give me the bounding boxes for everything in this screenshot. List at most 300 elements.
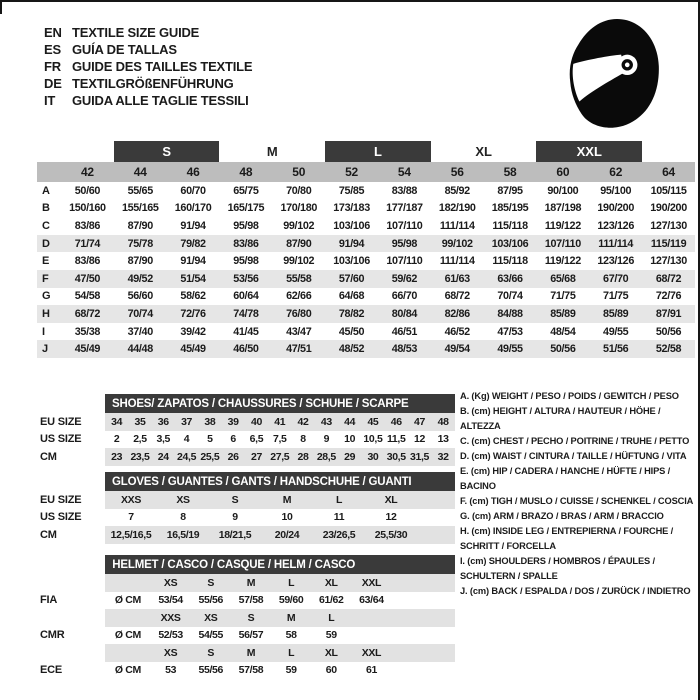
- size-value-cell: 87/90: [127, 219, 153, 232]
- size-column-header: S: [231, 609, 271, 627]
- empty-cell: [37, 609, 105, 627]
- size-value-cell: 52/53: [158, 629, 183, 642]
- size-group-header: M: [219, 141, 325, 162]
- size-value-cell: 39: [222, 413, 245, 431]
- legend-item: C. (cm) CHEST / PECHO / POITRINE / TRUHE / PETTO: [460, 436, 690, 446]
- row-label: CM: [37, 526, 105, 544]
- size-value-cell: 45/49: [61, 340, 114, 358]
- size-value-cell: 46/51: [391, 325, 418, 338]
- top-border-line: [0, 0, 700, 2]
- size-value-cell: 70/80: [286, 184, 312, 197]
- size-value-cell: 61/63: [431, 270, 484, 288]
- helmet-size-row: [37, 644, 455, 662]
- shoes-table-row: [37, 431, 455, 449]
- size-value-cell: 50/56: [655, 325, 682, 338]
- legend-item: B. (cm) HEIGHT / ALTURA / HAUTEUR / HÖHE / ALTEZZA: [460, 406, 661, 431]
- size-value-cell: 54/55: [198, 629, 224, 642]
- size-value-cell: 49/52: [114, 270, 167, 288]
- size-value-cell: 28: [291, 448, 314, 466]
- size-value-cell: 68/72: [642, 270, 695, 288]
- size-value-cell: [351, 627, 391, 645]
- measurement-row: [37, 235, 695, 253]
- row-label: US SIZE: [37, 509, 105, 527]
- size-value-cell: 2,5: [133, 433, 147, 446]
- size-value-cell: 44: [338, 413, 361, 431]
- size-value-cell: 5: [207, 433, 213, 446]
- size-value-cell: 12: [385, 511, 397, 524]
- size-column-header: [351, 609, 391, 627]
- size-group-header: S: [114, 141, 220, 162]
- size-value-cell: 37/40: [127, 325, 153, 338]
- size-value-cell: 55/58: [272, 270, 325, 288]
- size-value-cell: 25,5: [198, 448, 221, 466]
- legend-item: D. (cm) WAIST / CINTURA / TAILLE / HÜFTUNG / VITA: [460, 451, 687, 461]
- size-value-cell: 34: [105, 413, 128, 431]
- language-row: [44, 58, 252, 75]
- size-value-cell: 160/170: [174, 202, 212, 215]
- racing-helmet-icon: [562, 16, 664, 135]
- size-value-cell: 49/55: [484, 340, 537, 358]
- size-value-cell: M: [261, 491, 313, 509]
- size-column-header: 58: [484, 162, 537, 182]
- size-column-header: 62: [589, 162, 642, 182]
- size-value-cell: 83/86: [219, 235, 272, 253]
- size-value-cell: 49/55: [603, 325, 629, 338]
- size-value-cell: 63/66: [484, 270, 537, 288]
- corner-cell: [37, 141, 61, 162]
- size-value-cell: 185/195: [491, 202, 529, 215]
- size-column-header: 42: [61, 162, 114, 182]
- empty-cell: [37, 472, 105, 491]
- helmet-value-row: [37, 662, 455, 680]
- legend-item: J. (cm) BACK / ESPALDA / DOS / ZURÜCK / INDIETRO: [460, 586, 691, 596]
- size-value-cell: 23,5: [128, 448, 151, 466]
- size-value-cell: 83/86: [74, 219, 101, 232]
- size-value-cell: 10,5: [363, 433, 383, 446]
- measurement-letter: C: [42, 219, 50, 232]
- size-value-cell: 52/58: [642, 340, 695, 358]
- size-column-header: 44: [114, 162, 167, 182]
- size-value-cell: 107/110: [386, 255, 423, 268]
- empty-cell: [37, 394, 105, 413]
- size-value-cell: 111/114: [439, 255, 475, 268]
- helmet-table-grid: [37, 555, 455, 679]
- size-value-cell: 190/200: [597, 202, 634, 215]
- size-value-cell: 87/90: [272, 235, 325, 253]
- size-value-cell: 72/76: [655, 290, 682, 303]
- size-value-cell: 28,5: [315, 448, 338, 466]
- size-value-cell: 82/86: [431, 305, 484, 323]
- size-value-cell: 58/62: [180, 290, 206, 303]
- measurement-letter: G: [42, 290, 51, 303]
- size-value-cell: 68/72: [61, 305, 114, 323]
- filler-cell: [392, 592, 455, 610]
- language-row: [44, 41, 252, 58]
- size-value-cell: 190/200: [650, 202, 687, 215]
- measurement-letter: J: [37, 340, 61, 358]
- size-value-cell: 55/56: [198, 664, 224, 677]
- language-row: [44, 92, 252, 109]
- measurement-row: [37, 340, 695, 358]
- size-value-cell: 72/76: [167, 305, 220, 323]
- legend-item: F. (cm) TIGH / MUSLO / CUISSE / SCHENKEL / COSCIA: [460, 496, 694, 506]
- size-group-header: [61, 141, 114, 162]
- size-value-cell: 155/165: [121, 202, 159, 215]
- measurement-row: [37, 217, 695, 235]
- size-value-cell: 187/198: [544, 202, 582, 215]
- empty-cell: [105, 609, 150, 627]
- empty-cell: [105, 574, 150, 592]
- size-value-cell: 99/102: [283, 255, 315, 268]
- language-row: [44, 75, 252, 92]
- size-value-cell: 61: [365, 664, 377, 677]
- size-value-cell: 83/88: [391, 184, 418, 197]
- size-value-cell: 41: [268, 413, 291, 431]
- measurement-row: [37, 270, 695, 288]
- size-value-cell: 12: [414, 433, 426, 446]
- row-label: EU SIZE: [37, 491, 105, 509]
- size-column-header: 52: [325, 162, 378, 182]
- filler-cell: [392, 574, 455, 592]
- size-value-cell: 51/54: [167, 270, 220, 288]
- size-column-header: S: [191, 574, 231, 592]
- language-code: DE: [44, 76, 62, 91]
- size-value-cell: 55/65: [127, 184, 153, 197]
- size-column-header: 60: [536, 162, 589, 182]
- size-value-cell: 24,5: [175, 448, 198, 466]
- size-value-cell: 27: [245, 448, 268, 466]
- measurement-letter: D: [37, 235, 61, 253]
- size-value-cell: 123/126: [597, 219, 634, 232]
- size-value-cell: 68/72: [444, 290, 470, 303]
- size-value-cell: 8: [300, 433, 306, 446]
- filler-cell: [392, 662, 455, 680]
- gloves-table-row: [37, 526, 455, 544]
- size-value-cell: 7,5: [272, 433, 287, 446]
- size-value-cell: 47/51: [272, 340, 325, 358]
- size-value-cell: 48: [431, 413, 455, 431]
- size-value-cell: 42: [291, 413, 314, 431]
- size-value-cell: 11,5: [386, 433, 406, 446]
- size-value-cell: 119/122: [544, 255, 581, 268]
- size-value-cell: 41/45: [233, 325, 259, 338]
- filler-cell: [392, 609, 455, 627]
- gloves-table-grid: [37, 472, 455, 544]
- size-value-cell: 85/92: [444, 184, 470, 197]
- size-value-cell: 67/70: [589, 270, 642, 288]
- size-value-cell: 99/102: [283, 219, 315, 232]
- size-value-cell: 26: [222, 448, 245, 466]
- size-value-cell: 70/74: [497, 290, 523, 303]
- size-value-cell: 60/64: [233, 290, 259, 303]
- size-value-cell: 91/94: [325, 235, 378, 253]
- helmet-size-table: [37, 555, 455, 679]
- measurement-letter: H: [37, 305, 61, 323]
- legend-item: E. (cm) HIP / CADERA / HANCHE / HÜFTE / HIPS / BACINO: [460, 466, 671, 491]
- size-value-cell: 46/50: [219, 340, 272, 358]
- shoes-table-title: SHOES/ ZAPATOS / CHAUSSURES / SCHUHE / SCARPE: [105, 394, 455, 413]
- size-value-cell: 91/94: [180, 219, 206, 232]
- size-value-cell: 54/58: [74, 290, 101, 303]
- size-column-header: 64: [642, 162, 695, 182]
- size-value-cell: 65/75: [233, 184, 259, 197]
- size-value-cell: 6,5: [249, 433, 264, 446]
- size-value-cell: 103/106: [333, 219, 370, 232]
- size-column-header: XXS: [151, 609, 191, 627]
- size-value-cell: 4: [183, 433, 190, 446]
- size-value-cell: 111/114: [589, 235, 642, 253]
- size-value-cell: 44/48: [114, 340, 167, 358]
- size-value-cell: 49/54: [431, 340, 484, 358]
- language-code: FR: [44, 59, 61, 74]
- shoes-size-table: [37, 394, 455, 466]
- size-column-header: L: [271, 644, 311, 662]
- diameter-unit-label: Ø CM: [114, 594, 141, 607]
- size-value-cell: 115/118: [492, 255, 528, 268]
- legend-item: I. (cm) SHOULDERS / HOMBROS / ÉPAULES / SCHULTERN / SPALLE: [460, 556, 655, 581]
- size-value-cell: 83/86: [74, 255, 101, 268]
- empty-cell: [37, 574, 105, 592]
- size-value-cell: 59: [325, 629, 337, 642]
- size-column-header: 48: [219, 162, 272, 182]
- size-value-cell: 107/110: [386, 219, 423, 232]
- helmet-table-title-row: [37, 555, 455, 574]
- size-value-cell: 66/70: [391, 290, 418, 303]
- size-value-cell: 24: [152, 448, 175, 466]
- size-value-cell: 75/78: [114, 235, 167, 253]
- size-value-cell: 11: [333, 511, 345, 524]
- helmet-value-row: [37, 627, 455, 645]
- size-value-cell: 47/50: [61, 270, 114, 288]
- size-column-header: L: [311, 609, 351, 627]
- size-column-header: XL: [311, 644, 351, 662]
- size-value-cell: 38: [198, 413, 221, 431]
- textile-size-table-body: [37, 182, 695, 358]
- language-title: GUÍA DE TALLAS: [72, 42, 177, 57]
- size-value-cell: L: [313, 491, 365, 509]
- size-value-cell: 123/126: [597, 255, 634, 268]
- measurement-letter: F: [37, 270, 61, 288]
- size-value-cell: 91/94: [180, 255, 206, 268]
- helmet-size-row: [37, 609, 455, 627]
- size-value-cell: 103/106: [333, 255, 370, 268]
- diameter-unit-label: Ø CM: [114, 629, 141, 642]
- size-value-cell: 71/75: [550, 290, 576, 303]
- size-value-cell: 31,5: [408, 448, 431, 466]
- size-value-cell: 46/52: [444, 325, 470, 338]
- language-title: GUIDE DES TAILLES TEXTILE: [72, 59, 253, 74]
- size-value-cell: 173/183: [333, 202, 370, 215]
- size-value-cell: 45/49: [167, 340, 220, 358]
- size-value-cell: 35/38: [74, 325, 101, 338]
- size-value-cell: 29: [338, 448, 361, 466]
- size-value-cell: 84/88: [484, 305, 537, 323]
- language-code: IT: [44, 93, 56, 108]
- helmet-value-row: [37, 592, 455, 610]
- size-value-cell: 177/187: [386, 202, 423, 215]
- size-value-cell: 9: [232, 511, 238, 524]
- language-title: TEXTILGRÖßENFÜHRUNG: [72, 76, 234, 91]
- size-value-cell: 60/70: [180, 184, 206, 197]
- size-value-cell: 71/75: [603, 290, 629, 303]
- size-column-header: XXL: [351, 644, 391, 662]
- measurement-row: [37, 288, 695, 306]
- size-group-header: L: [325, 141, 431, 162]
- size-value-cell: 9: [323, 433, 330, 446]
- measurement-row: [37, 182, 695, 200]
- size-value-cell: 59: [285, 664, 297, 677]
- size-value-cell: 95/98: [378, 235, 431, 253]
- size-value-cell: 75/85: [338, 184, 365, 197]
- size-value-cell: 56/57: [238, 629, 264, 642]
- size-value-cell: 58: [285, 629, 297, 642]
- textile-size-table: [37, 141, 695, 358]
- size-value-cell: 8: [180, 511, 186, 524]
- legend-item: G. (cm) ARM / BRAZO / BRAS / ARM / BRACCIO: [460, 511, 664, 521]
- size-value-cell: 57/58: [238, 664, 264, 677]
- language-code: ES: [44, 42, 61, 57]
- size-value-cell: 87/91: [642, 305, 695, 323]
- row-label: EU SIZE: [37, 413, 105, 431]
- size-value-cell: 62/66: [286, 290, 312, 303]
- size-value-cell: 182/190: [438, 202, 476, 215]
- size-value-cell: 32: [431, 448, 455, 466]
- size-value-cell: 13: [437, 433, 449, 446]
- size-value-cell: 170/180: [280, 202, 318, 215]
- size-group-header: XL: [431, 141, 537, 162]
- size-value-cell: 80/84: [378, 305, 431, 323]
- size-value-cell: 53: [165, 664, 177, 677]
- measurement-letter: E: [42, 255, 50, 268]
- diameter-unit-label: Ø CM: [114, 664, 141, 677]
- size-value-cell: 63/64: [359, 594, 384, 607]
- size-value-cell: 18/21,5: [209, 526, 261, 544]
- shoes-table-grid: [37, 394, 455, 466]
- size-value-cell: 3,5: [156, 433, 171, 446]
- measurement-letter: B: [42, 202, 50, 215]
- size-value-cell: 48/52: [325, 340, 378, 358]
- size-value-cell: 2: [113, 433, 120, 446]
- size-value-cell: 105/115: [650, 184, 687, 197]
- standard-label: ECE: [37, 662, 105, 680]
- size-column-header: XS: [191, 609, 231, 627]
- size-value-cell: 103/106: [484, 235, 537, 253]
- size-value-cell: 95/98: [233, 219, 259, 232]
- textile-size-table-head: [37, 141, 695, 182]
- size-value-cell: 23/26,5: [313, 526, 365, 544]
- size-value-cell: 127/130: [650, 219, 687, 232]
- size-column-header: 56: [431, 162, 484, 182]
- measurement-legend: [460, 389, 697, 599]
- size-value-cell: 16,5/19: [157, 526, 209, 544]
- size-column-header: L: [271, 574, 311, 592]
- empty-cell: [105, 644, 150, 662]
- size-column-header: 46: [167, 162, 220, 182]
- size-value-cell: 127/130: [650, 255, 687, 268]
- size-value-cell: 53/56: [219, 270, 272, 288]
- size-value-cell: 61/62: [319, 594, 344, 607]
- size-value-cell: 87/95: [497, 184, 523, 197]
- size-number-row: [37, 162, 695, 182]
- size-value-cell: 45/50: [338, 325, 365, 338]
- size-value-cell: 64/68: [338, 290, 365, 303]
- size-value-cell: 7: [128, 511, 134, 524]
- legend-item: H. (cm) INSIDE LEG / ENTREPIERNA / FOURCHE / SCHRITT / FORCELLA: [460, 526, 674, 551]
- size-column-header: XS: [151, 644, 191, 662]
- size-column-header: XXL: [351, 574, 391, 592]
- size-value-cell: 10: [281, 511, 293, 524]
- size-value-cell: 165/175: [227, 202, 265, 215]
- left-border-stub: [0, 0, 2, 14]
- measurement-row: [37, 305, 695, 323]
- size-value-cell: 6: [230, 433, 236, 446]
- size-value-cell: 99/102: [431, 235, 484, 253]
- size-value-cell: 119/122: [544, 219, 581, 232]
- size-value-cell: XS: [157, 491, 209, 509]
- language-title: TEXTILE SIZE GUIDE: [72, 25, 200, 40]
- size-value-cell: 39/42: [180, 325, 206, 338]
- size-column-header: M: [231, 644, 271, 662]
- empty-cell: [37, 644, 105, 662]
- size-value-cell: XXS: [105, 491, 157, 509]
- size-value-cell: 65/68: [536, 270, 589, 288]
- filler-cell: [392, 627, 455, 645]
- size-value-cell: 47: [408, 413, 431, 431]
- shoes-table-row: [37, 448, 455, 466]
- size-value-cell: 87/90: [127, 255, 153, 268]
- size-value-cell: 95/100: [600, 184, 632, 197]
- size-value-cell: 55/56: [198, 594, 224, 607]
- size-value-cell: 115/118: [492, 219, 528, 232]
- size-value-cell: 43: [315, 413, 338, 431]
- size-value-cell: 79/82: [167, 235, 220, 253]
- helmet-table-title: HELMET / CASCO / CASQUE / HELM / CASCO: [105, 555, 455, 574]
- measurement-letter: A: [42, 184, 50, 197]
- size-value-cell: 111/114: [439, 219, 475, 232]
- language-code: EN: [44, 25, 62, 40]
- size-column-header: M: [231, 574, 271, 592]
- size-group-header: [642, 141, 695, 162]
- size-column-header: 54: [378, 162, 431, 182]
- size-column-header: XL: [311, 574, 351, 592]
- size-column-header: M: [271, 609, 311, 627]
- size-value-cell: 57/60: [325, 270, 378, 288]
- size-value-cell: S: [209, 491, 261, 509]
- size-value-cell: 45: [361, 413, 384, 431]
- size-value-cell: 76/80: [272, 305, 325, 323]
- size-group-row: [37, 141, 695, 162]
- size-value-cell: 46: [385, 413, 408, 431]
- size-column-header: 50: [272, 162, 325, 182]
- size-value-cell: 30,5: [385, 448, 408, 466]
- corner-cell: [37, 162, 61, 182]
- filler-cell: [417, 526, 455, 544]
- measurement-row: [37, 323, 695, 341]
- size-value-cell: 90/100: [547, 184, 579, 197]
- empty-cell: [37, 555, 105, 574]
- size-value-cell: 47/53: [497, 325, 523, 338]
- legend-item: A. (Kg) WEIGHT / PESO / POIDS / GEWITCH / PESO: [460, 391, 679, 401]
- row-label: US SIZE: [37, 431, 105, 449]
- shoes-table-row: [37, 413, 455, 431]
- size-value-cell: 115/119: [642, 235, 695, 253]
- standard-label: CMR: [37, 627, 105, 645]
- size-value-cell: 10: [344, 433, 356, 446]
- standard-label: FIA: [37, 592, 105, 610]
- gloves-table-row: [37, 509, 455, 527]
- size-value-cell: 59/62: [378, 270, 431, 288]
- gloves-table-row: [37, 491, 455, 509]
